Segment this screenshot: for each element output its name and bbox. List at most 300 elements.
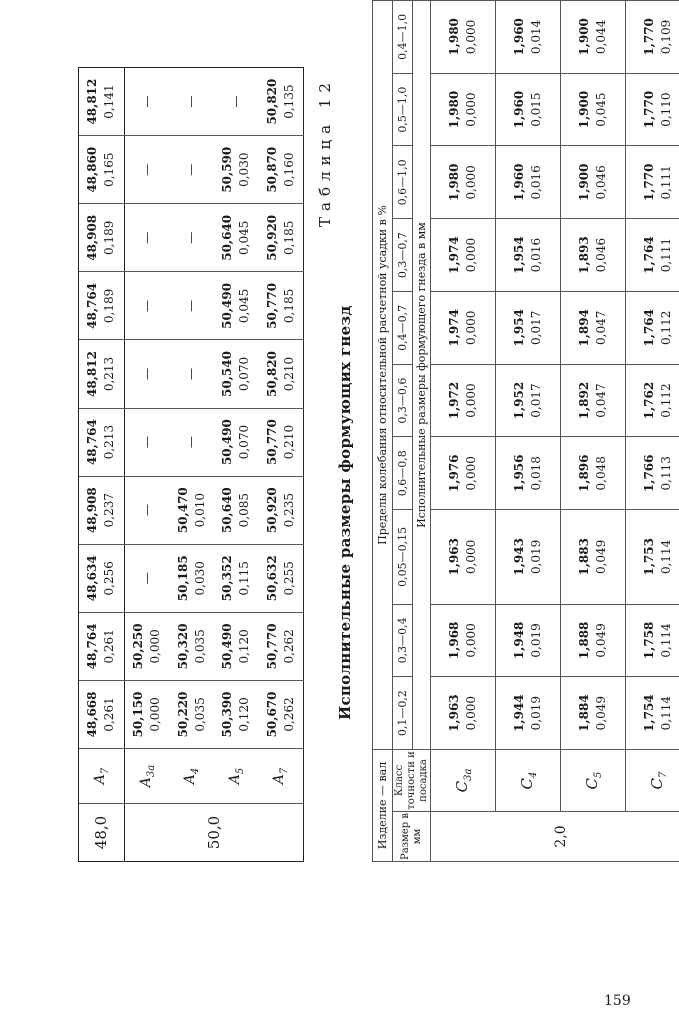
value-main: —	[184, 299, 199, 312]
value-deviation: 0,049	[594, 539, 608, 575]
value-main: 1,980	[447, 163, 461, 202]
value-main: 50,670	[264, 691, 279, 738]
value-main: 48,764	[85, 419, 100, 466]
table-row	[124, 68, 169, 862]
value-deviation: 0,165	[102, 152, 117, 187]
value-main: 1,892	[577, 381, 591, 420]
value-cell	[258, 612, 303, 680]
class-subscript: 5	[592, 771, 604, 778]
value-cell	[431, 146, 496, 219]
value-main: —	[184, 95, 199, 108]
value-main: 1,766	[642, 454, 656, 493]
value-main: —	[228, 95, 243, 108]
value-main: —	[184, 367, 199, 380]
class-subscript: 4	[190, 767, 202, 775]
value-cell	[496, 510, 561, 604]
value-cell	[496, 291, 561, 364]
table-subtitle: Исполнительные размеры формующих гнезд	[336, 305, 354, 720]
value-cell	[258, 340, 303, 408]
value-deviation: 0,017	[529, 383, 543, 418]
value-deviation: 0,045	[594, 92, 608, 127]
value-main: 48,668	[85, 691, 100, 738]
value-main: 48,812	[85, 78, 100, 125]
value-deviation: 0,000	[464, 383, 478, 418]
value-cell	[626, 146, 679, 219]
value-cell	[169, 340, 213, 408]
value-deviation: 0,044	[594, 19, 608, 55]
value-main: 1,894	[577, 309, 591, 347]
value-cell	[496, 677, 561, 750]
value-deviation: 0,045	[237, 220, 252, 255]
class-subscript: 5	[234, 767, 246, 775]
value-main: 50,770	[264, 419, 279, 466]
range-header: 0,1—0,2	[393, 677, 413, 750]
upper-table	[78, 67, 304, 862]
value-main: 50,540	[220, 351, 235, 397]
value-main: —	[139, 163, 154, 176]
value-deviation: 0,256	[102, 561, 117, 596]
value-main: 1,968	[447, 621, 461, 660]
table-caption: Таблица 12	[316, 77, 334, 227]
value-main: 1,956	[512, 454, 526, 493]
value-deviation: 0,049	[594, 695, 608, 731]
value-cell	[496, 1, 561, 74]
value-main: —	[184, 163, 199, 176]
value-deviation: 0,210	[281, 424, 296, 460]
value-main: 1,960	[512, 90, 526, 129]
value-main: 1,770	[642, 18, 656, 56]
value-main: 50,640	[220, 214, 235, 261]
value-main: 1,770	[642, 163, 656, 202]
value-cell	[169, 136, 213, 204]
value-cell	[79, 136, 125, 204]
value-main: 1,943	[512, 538, 526, 576]
size-cell: 2,0	[431, 812, 679, 862]
value-main: —	[139, 436, 154, 449]
value-deviation: 0,237	[102, 493, 117, 528]
value-deviation: 0,019	[529, 695, 543, 731]
value-deviation: 0,255	[281, 561, 296, 596]
value-cell	[79, 204, 125, 272]
value-cell	[79, 68, 125, 136]
value-cell	[214, 340, 258, 408]
table-row	[79, 68, 125, 862]
value-deviation: 0,019	[529, 623, 543, 658]
value-deviation: 0,019	[529, 539, 543, 575]
value-deviation: 0,261	[102, 697, 117, 732]
value-main: —	[139, 367, 154, 380]
value-deviation: 0,189	[102, 220, 117, 255]
value-cell	[169, 68, 213, 136]
header-product: Изделие — вал	[373, 750, 393, 862]
value-main: 1,764	[642, 236, 656, 274]
value-deviation: 0,046	[594, 237, 608, 273]
value-cell	[626, 219, 679, 292]
value-main: 1,893	[577, 236, 591, 274]
value-cell	[169, 272, 213, 340]
value-deviation: 0,235	[281, 493, 296, 528]
value-main: 1,948	[512, 621, 526, 660]
value-deviation: 0,110	[659, 92, 673, 127]
value-deviation: 0,210	[281, 356, 296, 392]
value-main: 1,900	[577, 18, 591, 56]
value-deviation: 0,000	[464, 623, 478, 658]
value-cell	[561, 146, 626, 219]
value-main: 1,952	[512, 381, 526, 420]
value-deviation: 0,112	[659, 310, 673, 345]
value-deviation: 0,114	[659, 539, 673, 575]
value-main: 1,980	[447, 18, 461, 56]
class-cell: $A_4$	[169, 749, 213, 804]
value-deviation: 0,070	[237, 356, 252, 392]
value-cell	[496, 146, 561, 219]
value-main: 1,976	[447, 454, 461, 493]
value-deviation: 0,189	[102, 288, 117, 324]
value-deviation: 0,120	[237, 629, 252, 664]
value-deviation: 0,010	[192, 493, 207, 528]
class-subscript: 7	[99, 767, 111, 775]
value-cell	[561, 73, 626, 146]
value-deviation: 0,185	[281, 220, 296, 255]
value-main: —	[139, 504, 154, 517]
value-deviation: 0,000	[464, 92, 478, 127]
value-deviation: 0,085	[237, 493, 252, 528]
range-header: 0,4—0,7	[393, 291, 413, 364]
value-main: 1,900	[577, 163, 591, 202]
value-cell	[431, 364, 496, 437]
class-cell: $C_{3a}$	[431, 750, 496, 812]
value-deviation: 0,047	[594, 310, 608, 345]
value-deviation: 0,262	[281, 697, 296, 732]
value-cell	[169, 612, 213, 680]
value-cell	[431, 437, 496, 510]
range-header: 0,05—0,15	[393, 510, 413, 604]
value-main: 50,490	[220, 623, 235, 670]
value-deviation: 0,109	[659, 19, 673, 55]
value-cell	[124, 272, 169, 340]
value-cell	[169, 544, 213, 612]
value-cell	[214, 544, 258, 612]
value-main: 50,590	[220, 146, 235, 193]
class-subscript: 3a	[145, 764, 157, 778]
value-cell	[561, 604, 626, 677]
page-number: 159	[604, 993, 631, 1009]
value-cell	[496, 219, 561, 292]
value-main: 1,754	[642, 694, 656, 732]
value-deviation: 0,120	[237, 697, 252, 732]
value-deviation: 0,014	[529, 19, 543, 55]
value-cell	[214, 680, 258, 748]
value-deviation: 0,112	[659, 383, 673, 418]
value-main: 48,908	[85, 487, 100, 534]
value-cell	[561, 677, 626, 750]
value-deviation: 0,046	[594, 165, 608, 200]
class-subscript: 7	[657, 771, 669, 778]
value-deviation: 0,015	[529, 92, 543, 127]
value-cell	[124, 136, 169, 204]
value-cell	[561, 364, 626, 437]
value-main: 48,764	[85, 623, 100, 670]
value-main: 50,490	[220, 282, 235, 329]
value-cell	[431, 510, 496, 604]
value-main: 48,812	[85, 351, 100, 397]
value-cell	[79, 680, 125, 748]
value-deviation: 0,113	[659, 456, 673, 491]
class-cell: $C_7$	[626, 750, 679, 812]
value-cell	[124, 476, 169, 544]
value-cell	[258, 272, 303, 340]
value-cell	[124, 204, 169, 272]
value-cell	[258, 136, 303, 204]
value-cell	[431, 604, 496, 677]
value-deviation: 0,035	[192, 697, 207, 732]
value-cell	[561, 1, 626, 74]
range-header: 0,6—0,8	[393, 437, 413, 510]
value-main: 1,954	[512, 309, 526, 347]
value-cell	[79, 544, 125, 612]
value-main: 48,764	[85, 282, 100, 329]
value-cell	[258, 680, 303, 748]
class-subscript: 4	[527, 771, 539, 778]
value-deviation: 0,000	[464, 539, 478, 575]
value-cell	[626, 291, 679, 364]
value-cell	[214, 476, 258, 544]
value-cell	[214, 612, 258, 680]
value-main: 50,220	[175, 691, 190, 738]
value-main: 50,470	[175, 487, 190, 534]
value-main: 1,888	[577, 621, 591, 660]
value-cell	[561, 510, 626, 604]
value-deviation: 0,030	[192, 561, 207, 596]
value-main: 50,390	[220, 691, 235, 738]
value-main: 50,150	[131, 691, 146, 738]
range-header: 0,5—1,0	[393, 73, 413, 146]
value-deviation: 0,141	[102, 84, 117, 119]
value-deviation: 0,213	[102, 424, 117, 460]
value-main: 1,896	[577, 454, 591, 493]
value-cell	[79, 408, 125, 476]
class-cell: $C_4$	[496, 750, 561, 812]
table-row	[214, 68, 258, 862]
value-main: 1,758	[642, 621, 656, 660]
value-cell	[258, 68, 303, 136]
value-main: —	[139, 299, 154, 312]
value-cell	[626, 677, 679, 750]
class-cell: $A_7$	[258, 749, 303, 804]
value-cell	[496, 437, 561, 510]
class-subscript: 7	[279, 767, 291, 775]
value-deviation: 0,016	[529, 237, 543, 273]
value-cell	[124, 408, 169, 476]
value-main: —	[139, 95, 154, 108]
value-main: 50,640	[220, 487, 235, 534]
value-main: 50,352	[220, 555, 235, 602]
value-deviation: 0,070	[237, 424, 252, 460]
value-cell	[626, 1, 679, 74]
value-main: 1,974	[447, 236, 461, 274]
value-deviation: 0,000	[464, 695, 478, 731]
value-cell	[79, 476, 125, 544]
value-cell	[626, 437, 679, 510]
value-cell	[124, 612, 169, 680]
range-header: 0,4—1,0	[393, 1, 413, 74]
value-cell	[169, 204, 213, 272]
value-deviation: 0,000	[464, 456, 478, 491]
value-cell	[496, 364, 561, 437]
value-main: 1,883	[577, 538, 591, 576]
value-cell	[214, 272, 258, 340]
class-cell: $C_5$	[561, 750, 626, 812]
value-deviation: 0,017	[529, 310, 543, 345]
value-cell	[124, 680, 169, 748]
value-main: 50,632	[264, 555, 279, 602]
header-limits: Пределы колебания относительной расчетной усадки в %	[373, 1, 393, 750]
value-deviation: 0,261	[102, 629, 117, 664]
value-deviation: 0,047	[594, 383, 608, 418]
value-main: —	[139, 572, 154, 585]
value-deviation: 0,000	[464, 19, 478, 55]
value-cell	[496, 73, 561, 146]
value-deviation: 0,115	[237, 561, 252, 596]
value-cell	[214, 408, 258, 476]
value-cell	[169, 476, 213, 544]
value-deviation: 0,262	[281, 629, 296, 664]
value-deviation: 0,018	[529, 456, 543, 491]
value-deviation: 0,035	[192, 629, 207, 664]
value-main: 1,974	[447, 309, 461, 347]
size-cell: 48,0	[79, 804, 125, 862]
value-deviation: 0,000	[464, 237, 478, 273]
value-main: 50,770	[264, 623, 279, 670]
table-row	[258, 68, 303, 862]
value-main: 1,960	[512, 18, 526, 56]
value-deviation: 0,030	[237, 152, 252, 187]
value-deviation: 0,135	[281, 84, 296, 119]
size-cell: 50,0	[124, 804, 303, 862]
value-cell	[626, 364, 679, 437]
value-cell	[258, 476, 303, 544]
value-cell	[79, 272, 125, 340]
value-deviation: 0,000	[148, 697, 163, 732]
value-deviation: 0,111	[659, 237, 673, 273]
header-exec-sizes: Исполнительные размеры формующего гнезда в мм	[413, 1, 431, 750]
value-main: 50,920	[264, 214, 279, 261]
range-header: 0,3—0,4	[393, 604, 413, 677]
value-main: 50,185	[175, 555, 190, 602]
value-main: 1,960	[512, 163, 526, 202]
header-class: Класс точности и посадка	[393, 751, 429, 810]
value-main: 1,980	[447, 90, 461, 129]
value-main: 50,820	[264, 78, 279, 125]
value-main: 1,762	[642, 381, 656, 420]
value-main: 1,972	[447, 381, 461, 420]
lower-table	[372, 0, 679, 862]
range-header: 0,3—0,7	[393, 219, 413, 292]
value-cell	[431, 1, 496, 74]
value-cell	[431, 291, 496, 364]
value-deviation: 0,185	[281, 288, 296, 324]
value-main: —	[184, 436, 199, 449]
value-deviation: 0,213	[102, 356, 117, 392]
value-cell	[561, 219, 626, 292]
value-main: 1,963	[447, 538, 461, 576]
table-row	[169, 68, 213, 862]
value-cell	[258, 544, 303, 612]
table-row	[496, 1, 561, 862]
value-deviation: 0,045	[237, 288, 252, 324]
range-header: 0,3—0,6	[393, 364, 413, 437]
value-cell	[496, 604, 561, 677]
value-main: 50,320	[175, 623, 190, 670]
value-cell	[169, 408, 213, 476]
value-main: 1,954	[512, 236, 526, 274]
value-main: 1,884	[577, 694, 591, 732]
value-cell	[431, 219, 496, 292]
value-cell	[561, 291, 626, 364]
value-cell	[258, 408, 303, 476]
value-main: 50,250	[131, 623, 146, 670]
value-deviation: 0,048	[594, 456, 608, 491]
value-cell	[214, 204, 258, 272]
value-main: 1,900	[577, 90, 591, 129]
value-main: 1,770	[642, 90, 656, 129]
value-main: 48,634	[85, 555, 100, 602]
value-main: 1,764	[642, 309, 656, 347]
value-main: 50,490	[220, 419, 235, 466]
value-main: 1,963	[447, 694, 461, 732]
value-cell	[124, 68, 169, 136]
value-main: —	[139, 231, 154, 244]
value-cell	[169, 680, 213, 748]
value-cell	[626, 510, 679, 604]
table-row	[431, 1, 496, 862]
value-cell	[431, 677, 496, 750]
value-deviation: 0,000	[464, 310, 478, 345]
value-main: 1,753	[642, 538, 656, 576]
value-cell	[561, 437, 626, 510]
value-main: 50,820	[264, 351, 279, 397]
value-cell	[79, 340, 125, 408]
value-cell	[258, 204, 303, 272]
value-cell	[431, 73, 496, 146]
header-size: Размер в мм	[393, 812, 431, 862]
value-cell	[79, 612, 125, 680]
table-row	[561, 1, 626, 862]
table-row	[626, 1, 679, 862]
class-subscript: 3a	[462, 768, 474, 781]
value-main: 1,944	[512, 694, 526, 732]
value-deviation: 0,114	[659, 623, 673, 658]
value-cell	[626, 604, 679, 677]
value-cell	[124, 340, 169, 408]
value-cell	[124, 544, 169, 612]
class-cell: $A_{3a}$	[124, 749, 169, 804]
value-main: 48,860	[85, 146, 100, 193]
value-deviation: 0,114	[659, 695, 673, 731]
class-cell: $A_7$	[79, 749, 125, 804]
class-cell: $A_5$	[214, 749, 258, 804]
value-cell	[214, 68, 258, 136]
value-main: 48,908	[85, 214, 100, 261]
value-cell	[626, 73, 679, 146]
value-main: —	[184, 231, 199, 244]
value-main: 50,920	[264, 487, 279, 534]
value-deviation: 0,016	[529, 165, 543, 200]
value-cell	[214, 136, 258, 204]
value-main: 50,870	[264, 146, 279, 193]
value-deviation: 0,000	[464, 165, 478, 200]
value-main: 50,770	[264, 282, 279, 329]
